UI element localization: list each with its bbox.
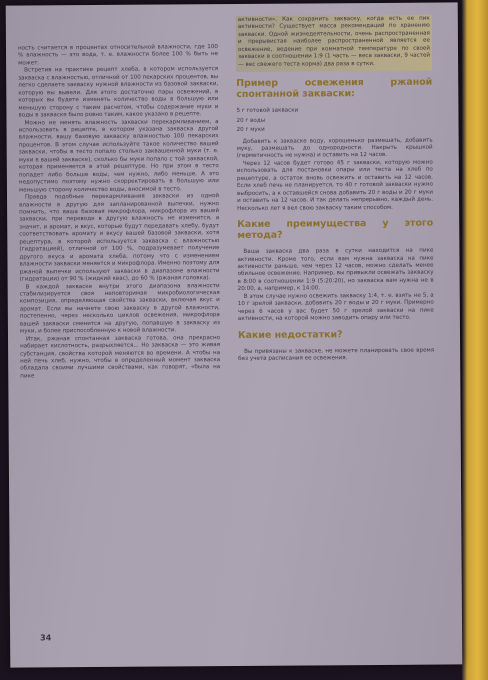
intro-box: [236, 15, 432, 73]
paragraph: Правда подобные перекармливания закваски из одной влажности в другую для запланированной выпечки, нужно помнить, что ваша базовая микрофлора, микрофлора из вашей закваски, при переводе в другую влажность не изменится, а значит, и аромат, и вкус, которые будут передавать хлебу, будут соответствовать аромату и вкусу вашей базовой закваски, хотя рецептура, в которой используется закваска с влажностью (гидратацией), отличной от 100 %, подразумевает получение другого вкуса и аромата хлеба, потому что с изменением влажности закваски меняется и микрофлора. Именно поэтому для ржаной выпечки используют закваски в диапазоне влажности (гидратации) от 90 % (жидкий квас), до 60 % (ржаная головка).: [19, 193, 220, 283]
book-page: [6, 2, 463, 667]
paragraph: Добавить к закваске воду, хорошенько размешать, добавить муку, размешать до однородности. Накрыть крышкой (герметичность не нужна) и оставить на 12 часов.: [236, 137, 433, 160]
paragraph: Ваша закваска два раза в сутки находится на пике активности. Кроме того, если вам нужна закваска на пике активности раньше, чем через 12 часов, можно сделать менее обильное освежение. Например, вы привыкли освежать закваску в 8:00 в соотношении 1:9 (5:20:20), но закваска вам нужна не в 20:00, а, например, к 14:00.: [237, 247, 434, 293]
paragraph: Можно не менять влажность закваски перекармливанием, а использовать в рецепте, в котором указана закваска другой влажности, вашу базовую закваску влажностью 100 пекарских процентов. В этом случае используйте такое количество вашей закваски, чтобы в тесто попало столько заквашенной муки (т. е. муки в вашей закваске), сколько бы муки попало с той закваской, которая применяется в этой рецептуре. Но при этом в тесто попадет либо больше воды, чем нужно, либо меньше. А это недопустимо поэтому нужно скорректировать в большую или меньшую сторону количество воды, вносимой в тесто.: [18, 118, 219, 194]
paragraph: Через 12 часов будет готово 45 г закваски, которую можно использовать для постановки опары или теста на хлеб по рецептуре, а остаток вновь освежить и оставить на 12 часов. Если хлеб печь не планируется, то 40 г готовой закваски нужно выбросить, а к оставшейся снова добавить 20 г воды и 20 г муки и оставить на 12 часов. И так делать непрерывно, каждый день. Несколько лет я вел свою закваску таким способом.: [236, 159, 434, 212]
recipe-list: [236, 107, 432, 135]
paragraph: ность считается в процентах относительной влажности, где 100 % влажность — это вода, т. е. влажности более 100 % быть не может.: [17, 44, 219, 67]
recipe-item: 20 г воды: [236, 117, 266, 124]
paragraph: Встретив на практике рецепт хлеба, в котором используется закваска с влажностью, отличной от 100 пекарских процентов, вы легко сделаете закваску нужной влажности из базовой закваски, которую вы вывели. Для этого достаточно пары освежений, в которых вы будете изменять количество воды в большую или меньшую сторону с таким расчетом, чтобы содержание муки и воды в закваске было ровно таким, какое указано в рецепте.: [18, 66, 219, 119]
page-number: 34: [40, 633, 52, 643]
left-column: [18, 44, 220, 381]
recipe-item: 5 г готовой закваски: [236, 107, 299, 115]
paragraph: Итак, ржаная спонтанная закваска готова, она прекрасно набирает кислотность, разрыхляется... Но закваска — это живая субстанция, свойства которой меняются во времени. А чтобы на ней печь хлеб, нужно, чтобы в определенный момент закваска обладала своими лучшими свойствами, как говорят, «была на пике: [20, 334, 221, 380]
recipe-item: 20 г муки: [236, 126, 265, 134]
pros-heading: Какие преимущества у этого метода?: [237, 217, 434, 242]
recipe-heading: Пример освежения ржаной спонтанной закваски:: [236, 76, 433, 101]
paragraph: В этом случае нужно освежить закваску 1:4, т. е. взять не 5, а 10 г зрелой закваски, добавить 20 г воды и 20 г муки. Примерно через 6 часов у вас будет 50 г зрелой закваски на пике активности, на которой можно заводить опару или тесто.: [237, 292, 434, 323]
right-column: [236, 15, 434, 364]
paragraph: Вы привязаны к закваске, не можете планировать свое время без учета расписания ее освежения.: [238, 347, 435, 363]
paragraph: В каждой закваске внутри этого диапазона влажности стабилизируется своя неповторимая микробиологическая композиция, определяющая свойства закваски, включая вкус и аромат. Если вы начнете свою закваску в другой влажности, постепенно, через несколько циклов освежения, микрофлора вашей закваски сменится на другую, попавшую в закваску из муки, и более приспособленную к новой влажности.: [19, 282, 220, 335]
paragraph: активности». Как сохранить закваску, когда есть ее пик активности? Существует масса рекомендаций по хранению закваски. Одной жизнедеятельности, очень распространенная и прерывистая наиболее распространенной является ее освежение, ведение при комнатной температуре по своей закваски в соотношении 1:9 (1 часть — веса закваски, 9 частей — вес свежего теста корма) два раза в сутки.: [237, 15, 431, 68]
cons-heading: Какие недостатки?: [237, 328, 343, 341]
adjacent-page-edge: [462, 0, 488, 680]
